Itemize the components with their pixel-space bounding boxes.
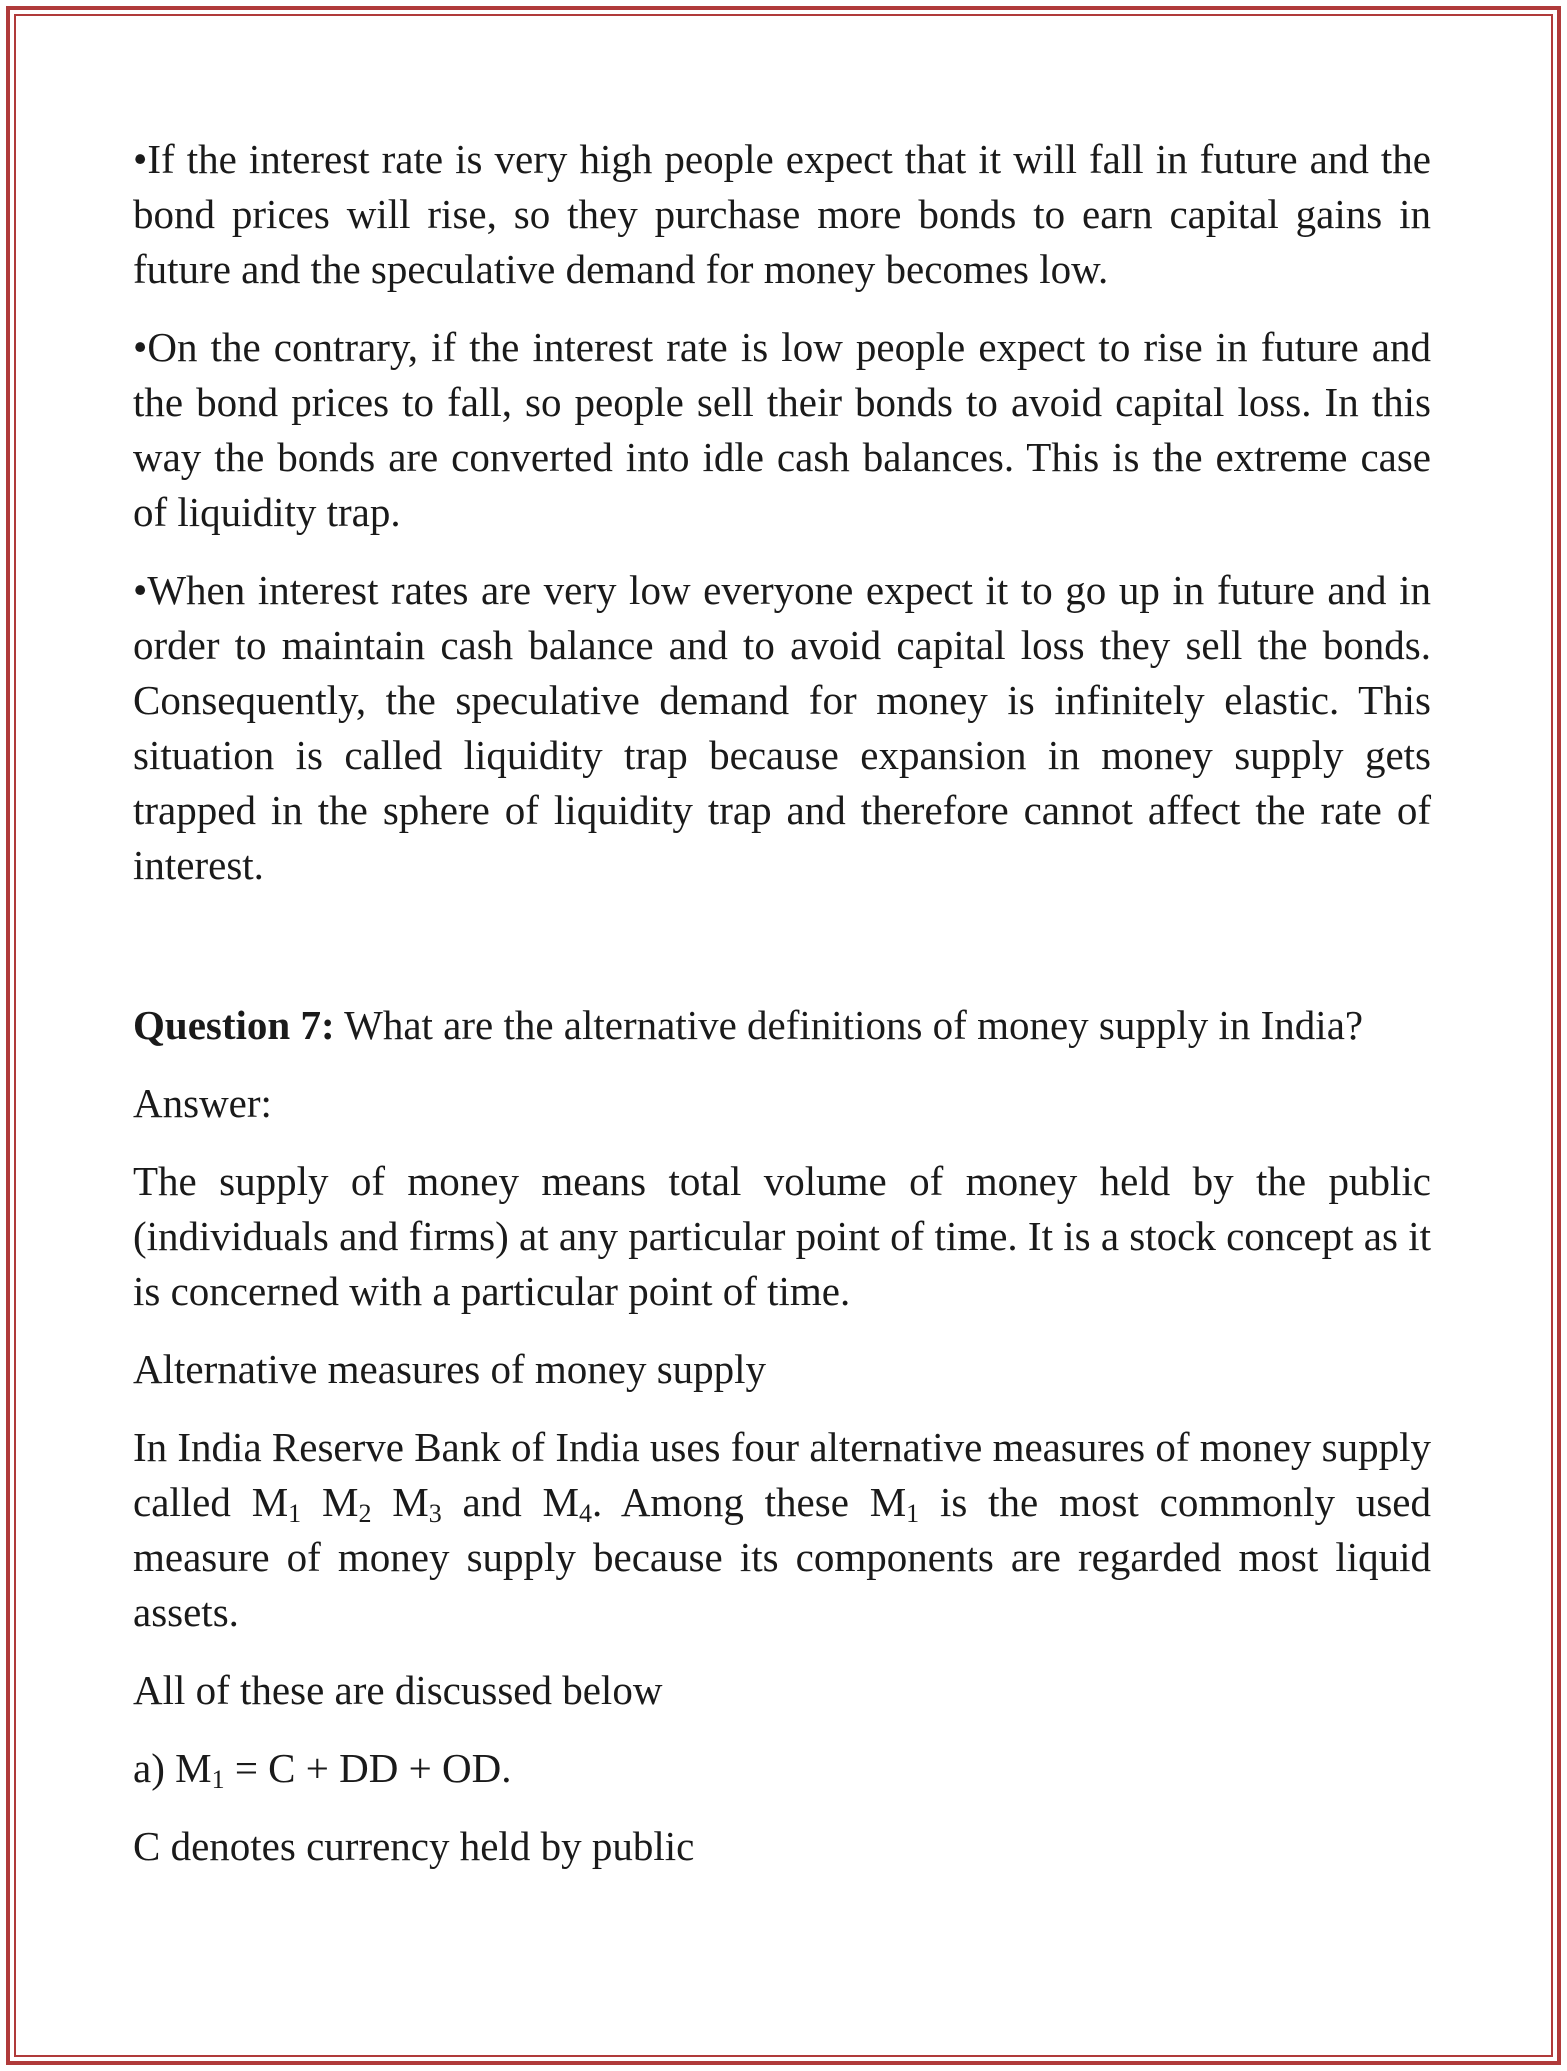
m2-subscript: 2 — [358, 1499, 372, 1528]
measures-heading: Alternative measures of money supply — [133, 1346, 767, 1392]
m3-subscript: 3 — [428, 1499, 442, 1528]
measures-text-5: . Among these M — [592, 1479, 907, 1525]
m4-subscript: 4 — [579, 1499, 593, 1528]
measures-paragraph — [133, 1420, 1431, 1640]
discussed-below-line: All of these are discussed below — [133, 1667, 663, 1713]
m1-subscript: 1 — [288, 1499, 302, 1528]
question-text: What are the alternative definitions of money supply in India? — [334, 1002, 1364, 1048]
measures-text-3: M — [371, 1479, 429, 1525]
question-7 — [133, 998, 1431, 1053]
document-body — [133, 132, 1431, 1897]
section-spacer — [133, 916, 1431, 998]
answer-label: Answer: — [133, 1080, 272, 1126]
measures-text-4: and M — [441, 1479, 580, 1525]
bullet-paragraph-2: •On the contrary, if the interest rate is low people expect to rise in future and the bond prices to fall, so people sell their bonds to avoid capital loss. In this way the bonds are converted into idle cash balances. This is the extreme case of liquidity trap. — [133, 324, 1431, 535]
measures-text-1: In India Reserve Bank of India uses four alternative measures of money supply called M — [133, 1424, 1431, 1525]
formula-subscript: 1 — [211, 1765, 225, 1794]
bullet-paragraph-3: •When interest rates are very low everyone expect it to go up in future and in order to maintain cash balance and to avoid capital loss they sell the bonds. Consequently, the speculative demand for money is infinitely elastic. This situation is called liquidity trap because expansion in money supply gets trapped in the sphere of liquidity trap and therefore cannot affect the rate of interest. — [133, 567, 1431, 888]
answer-intro-paragraph: The supply of money means total volume of money held by the public (individuals and firms) at any particular point of time. It is a stock concept as it is concerned with a particular point of time. — [133, 1158, 1431, 1314]
measures-text-6: is the most commonly used measure of money supply because its components are regarded most liquid assets. — [133, 1479, 1431, 1635]
formula-prefix: a) M — [133, 1745, 212, 1791]
formula-rest: = C + DD + OD. — [224, 1745, 512, 1791]
c-denotes-line: C denotes currency held by public — [133, 1823, 695, 1869]
question-label: Question 7: — [133, 1002, 335, 1048]
formula-a — [133, 1741, 1431, 1796]
measures-text-2: M — [301, 1479, 359, 1525]
m1-subscript-second: 1 — [906, 1499, 920, 1528]
bullet-paragraph-1: •If the interest rate is very high people expect that it will fall in future and the bond prices will rise, so they purchase more bonds to earn capital gains in future and the speculative demand for money becomes low. — [133, 136, 1431, 292]
